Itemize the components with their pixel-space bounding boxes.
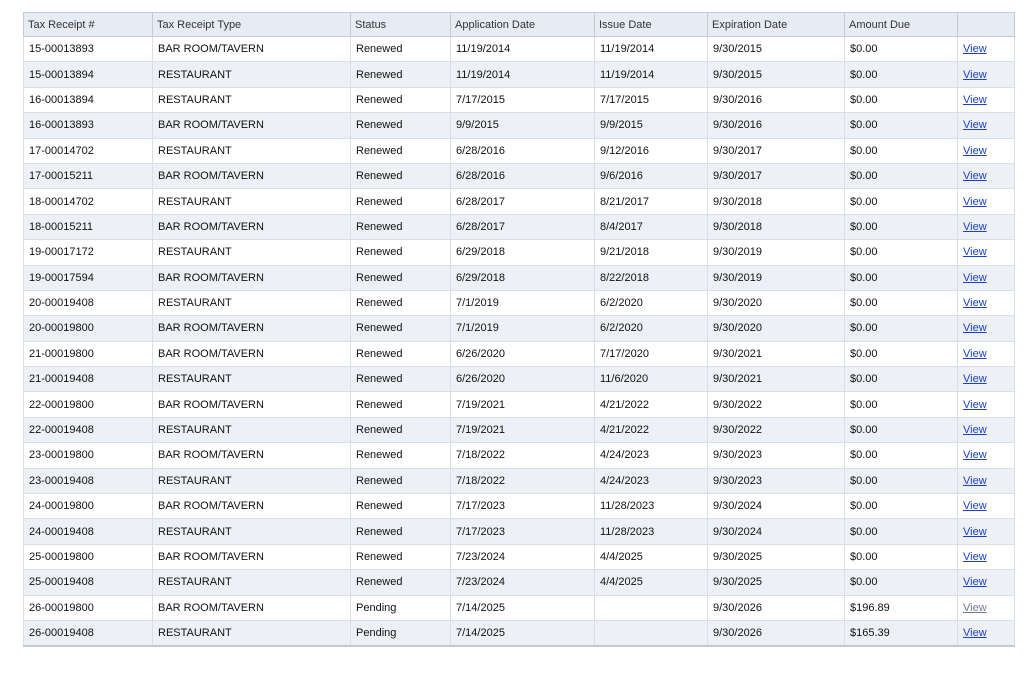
tax-receipts-table	[23, 12, 1015, 647]
receipt-number-cell: 18-00015211	[24, 214, 153, 239]
column-header-receipt-type[interactable]: Tax Receipt Type	[153, 13, 351, 37]
receipt-type-cell: BAR ROOM/TAVERN	[153, 316, 351, 341]
application-date-cell: 6/26/2020	[451, 341, 595, 366]
issue-date-cell	[595, 620, 708, 645]
view-link[interactable]: View	[963, 246, 987, 259]
view-link-cell	[958, 620, 1015, 645]
column-header-status[interactable]: Status	[351, 13, 451, 37]
expiration-date-cell: 9/30/2026	[708, 620, 845, 645]
amount-due-cell: $0.00	[845, 417, 958, 442]
application-date-cell: 7/17/2015	[451, 87, 595, 112]
receipt-number-cell: 26-00019408	[24, 620, 153, 645]
view-link-cell	[958, 163, 1015, 188]
expiration-date-cell: 9/30/2015	[708, 37, 845, 62]
expiration-date-cell: 9/30/2017	[708, 163, 845, 188]
view-link-cell	[958, 87, 1015, 112]
view-link[interactable]: View	[963, 220, 987, 233]
table-row	[24, 214, 1015, 239]
table-row	[24, 443, 1015, 468]
status-cell: Renewed	[351, 544, 451, 569]
table-row	[24, 87, 1015, 112]
view-link[interactable]: View	[963, 449, 987, 462]
issue-date-cell: 9/21/2018	[595, 240, 708, 265]
application-date-cell: 6/29/2018	[451, 265, 595, 290]
table-row	[24, 316, 1015, 341]
table-header-row	[24, 13, 1015, 37]
expiration-date-cell: 9/30/2018	[708, 189, 845, 214]
receipt-type-cell: BAR ROOM/TAVERN	[153, 265, 351, 290]
table-row	[24, 367, 1015, 392]
receipt-type-cell: RESTAURANT	[153, 290, 351, 315]
receipt-type-cell: RESTAURANT	[153, 189, 351, 214]
column-header-amount-due[interactable]: Amount Due	[845, 13, 958, 37]
receipt-type-cell: BAR ROOM/TAVERN	[153, 392, 351, 417]
table-row	[24, 290, 1015, 315]
table-row	[24, 570, 1015, 595]
view-link-cell	[958, 341, 1015, 366]
table-body	[24, 37, 1015, 646]
amount-due-cell: $0.00	[845, 392, 958, 417]
column-header-receipt-number[interactable]: Tax Receipt #	[24, 13, 153, 37]
receipt-type-cell: BAR ROOM/TAVERN	[153, 214, 351, 239]
application-date-cell: 7/17/2023	[451, 519, 595, 544]
amount-due-cell: $0.00	[845, 189, 958, 214]
receipt-number-cell: 22-00019800	[24, 392, 153, 417]
issue-date-cell: 6/2/2020	[595, 316, 708, 341]
view-link[interactable]: View	[963, 576, 987, 589]
amount-due-cell: $0.00	[845, 240, 958, 265]
table-row	[24, 113, 1015, 138]
view-link[interactable]: View	[963, 474, 987, 487]
receipt-number-cell: 22-00019408	[24, 417, 153, 442]
view-link[interactable]: View	[963, 271, 987, 284]
column-header-expiration-date[interactable]: Expiration Date	[708, 13, 845, 37]
view-link[interactable]: View	[963, 93, 987, 106]
application-date-cell: 6/29/2018	[451, 240, 595, 265]
issue-date-cell: 9/6/2016	[595, 163, 708, 188]
view-link-cell	[958, 113, 1015, 138]
issue-date-cell: 4/24/2023	[595, 443, 708, 468]
amount-due-cell: $0.00	[845, 37, 958, 62]
amount-due-cell: $0.00	[845, 443, 958, 468]
view-link-cell	[958, 544, 1015, 569]
receipt-type-cell: BAR ROOM/TAVERN	[153, 443, 351, 468]
receipt-type-cell: BAR ROOM/TAVERN	[153, 544, 351, 569]
application-date-cell: 6/28/2016	[451, 163, 595, 188]
amount-due-cell: $165.39	[845, 620, 958, 645]
table-row	[24, 62, 1015, 87]
status-cell: Renewed	[351, 87, 451, 112]
expiration-date-cell: 9/30/2026	[708, 595, 845, 620]
expiration-date-cell: 9/30/2023	[708, 443, 845, 468]
expiration-date-cell: 9/30/2025	[708, 544, 845, 569]
status-cell: Renewed	[351, 189, 451, 214]
application-date-cell: 7/14/2025	[451, 620, 595, 645]
amount-due-cell: $0.00	[845, 290, 958, 315]
view-link-cell	[958, 468, 1015, 493]
view-link-cell	[958, 417, 1015, 442]
receipt-number-cell: 24-00019408	[24, 519, 153, 544]
expiration-date-cell: 9/30/2022	[708, 417, 845, 442]
application-date-cell: 7/18/2022	[451, 443, 595, 468]
view-link[interactable]: View	[963, 551, 987, 563]
receipt-type-cell: BAR ROOM/TAVERN	[153, 37, 351, 62]
receipt-number-cell: 25-00019408	[24, 570, 153, 595]
receipt-type-cell: BAR ROOM/TAVERN	[153, 163, 351, 188]
receipt-type-cell: RESTAURANT	[153, 519, 351, 544]
view-link[interactable]: View	[963, 43, 987, 56]
receipt-type-cell: RESTAURANT	[153, 468, 351, 493]
view-link[interactable]: View	[963, 195, 987, 208]
receipt-number-cell: 16-00013894	[24, 87, 153, 112]
table-row	[24, 417, 1015, 442]
issue-date-cell: 4/21/2022	[595, 392, 708, 417]
status-cell: Renewed	[351, 519, 451, 544]
status-cell: Renewed	[351, 570, 451, 595]
receipt-number-cell: 24-00019800	[24, 494, 153, 519]
view-link-cell	[958, 494, 1015, 519]
status-cell: Renewed	[351, 37, 451, 62]
column-header-actions	[958, 13, 1015, 37]
issue-date-cell: 11/28/2023	[595, 494, 708, 519]
receipt-type-cell: BAR ROOM/TAVERN	[153, 341, 351, 366]
column-header-issue-date[interactable]: Issue Date	[595, 13, 708, 37]
application-date-cell: 7/14/2025	[451, 595, 595, 620]
receipt-number-cell: 26-00019800	[24, 595, 153, 620]
amount-due-cell: $0.00	[845, 113, 958, 138]
status-cell: Renewed	[351, 265, 451, 290]
receipt-type-cell: RESTAURANT	[153, 367, 351, 392]
amount-due-cell: $0.00	[845, 265, 958, 290]
table-row	[24, 138, 1015, 163]
receipt-number-cell: 20-00019408	[24, 290, 153, 315]
expiration-date-cell: 9/30/2022	[708, 392, 845, 417]
application-date-cell: 6/26/2020	[451, 367, 595, 392]
expiration-date-cell: 9/30/2020	[708, 316, 845, 341]
expiration-date-cell: 9/30/2019	[708, 265, 845, 290]
status-cell: Renewed	[351, 367, 451, 392]
issue-date-cell: 4/4/2025	[595, 570, 708, 595]
receipt-number-cell: 15-00013894	[24, 62, 153, 87]
table-row	[24, 544, 1015, 569]
application-date-cell: 7/1/2019	[451, 316, 595, 341]
amount-due-cell: $0.00	[845, 316, 958, 341]
amount-due-cell: $0.00	[845, 367, 958, 392]
view-link[interactable]: View	[963, 170, 987, 183]
expiration-date-cell: 9/30/2017	[708, 138, 845, 163]
application-date-cell: 7/1/2019	[451, 290, 595, 315]
issue-date-cell: 11/6/2020	[595, 367, 708, 392]
view-link-cell	[958, 443, 1015, 468]
receipt-number-cell: 19-00017172	[24, 240, 153, 265]
issue-date-cell: 11/19/2014	[595, 37, 708, 62]
view-link[interactable]: View	[963, 144, 987, 157]
amount-due-cell: $196.89	[845, 595, 958, 620]
view-link[interactable]: View	[963, 119, 987, 132]
view-link[interactable]: View	[963, 68, 987, 81]
view-link-cell	[958, 62, 1015, 87]
issue-date-cell: 9/9/2015	[595, 113, 708, 138]
amount-due-cell: $0.00	[845, 87, 958, 112]
view-link[interactable]: View	[963, 601, 987, 614]
amount-due-cell: $0.00	[845, 341, 958, 366]
view-link-cell	[958, 290, 1015, 315]
view-link-cell	[958, 37, 1015, 62]
tax-receipts-panel	[23, 12, 1014, 647]
application-date-cell: 9/9/2015	[451, 113, 595, 138]
application-date-cell: 6/28/2017	[451, 189, 595, 214]
table-row	[24, 341, 1015, 366]
view-link[interactable]: View	[963, 398, 987, 411]
table-row	[24, 392, 1015, 417]
receipt-number-cell: 23-00019800	[24, 443, 153, 468]
issue-date-cell: 8/4/2017	[595, 214, 708, 239]
table-row	[24, 519, 1015, 544]
expiration-date-cell: 9/30/2020	[708, 290, 845, 315]
issue-date-cell: 9/12/2016	[595, 138, 708, 163]
issue-date-cell: 11/28/2023	[595, 519, 708, 544]
application-date-cell: 6/28/2016	[451, 138, 595, 163]
amount-due-cell: $0.00	[845, 62, 958, 87]
table-row	[24, 240, 1015, 265]
receipt-type-cell: RESTAURANT	[153, 417, 351, 442]
view-link-cell	[958, 367, 1015, 392]
view-link[interactable]: View	[963, 500, 987, 513]
receipt-number-cell: 23-00019408	[24, 468, 153, 493]
view-link-cell	[958, 316, 1015, 341]
status-cell: Renewed	[351, 316, 451, 341]
issue-date-cell: 4/21/2022	[595, 417, 708, 442]
table-row	[24, 189, 1015, 214]
table-row	[24, 595, 1015, 620]
view-link-cell	[958, 189, 1015, 214]
application-date-cell: 7/18/2022	[451, 468, 595, 493]
status-cell: Renewed	[351, 417, 451, 442]
table-row	[24, 620, 1015, 645]
expiration-date-cell: 9/30/2024	[708, 519, 845, 544]
column-header-application-date[interactable]: Application Date	[451, 13, 595, 37]
issue-date-cell: 8/21/2017	[595, 189, 708, 214]
status-cell: Renewed	[351, 240, 451, 265]
issue-date-cell: 7/17/2015	[595, 87, 708, 112]
receipt-number-cell: 18-00014702	[24, 189, 153, 214]
view-link[interactable]: View	[963, 525, 987, 538]
view-link[interactable]: View	[963, 347, 987, 360]
receipt-type-cell: BAR ROOM/TAVERN	[153, 494, 351, 519]
issue-date-cell: 7/17/2020	[595, 341, 708, 366]
view-link[interactable]: View	[963, 297, 987, 310]
status-cell: Pending	[351, 595, 451, 620]
status-cell: Renewed	[351, 138, 451, 163]
receipt-number-cell: 19-00017594	[24, 265, 153, 290]
amount-due-cell: $0.00	[845, 570, 958, 595]
receipt-number-cell: 21-00019800	[24, 341, 153, 366]
amount-due-cell: $0.00	[845, 468, 958, 493]
view-link-cell	[958, 570, 1015, 595]
expiration-date-cell: 9/30/2015	[708, 62, 845, 87]
table-row	[24, 265, 1015, 290]
amount-due-cell: $0.00	[845, 494, 958, 519]
receipt-type-cell: RESTAURANT	[153, 620, 351, 645]
receipt-type-cell: RESTAURANT	[153, 87, 351, 112]
view-link[interactable]: View	[963, 322, 987, 335]
issue-date-cell	[595, 595, 708, 620]
expiration-date-cell: 9/30/2019	[708, 240, 845, 265]
expiration-date-cell: 9/30/2021	[708, 341, 845, 366]
expiration-date-cell: 9/30/2024	[708, 494, 845, 519]
issue-date-cell: 4/4/2025	[595, 544, 708, 569]
expiration-date-cell: 9/30/2021	[708, 367, 845, 392]
table-row	[24, 163, 1015, 188]
view-link-cell	[958, 519, 1015, 544]
application-date-cell: 11/19/2014	[451, 37, 595, 62]
status-cell: Renewed	[351, 113, 451, 138]
view-link-cell	[958, 265, 1015, 290]
receipt-number-cell: 25-00019800	[24, 544, 153, 569]
receipt-type-cell: BAR ROOM/TAVERN	[153, 595, 351, 620]
application-date-cell: 6/28/2017	[451, 214, 595, 239]
view-link[interactable]: View	[963, 626, 987, 639]
status-cell: Renewed	[351, 443, 451, 468]
receipt-number-cell: 16-00013893	[24, 113, 153, 138]
view-link-cell	[958, 138, 1015, 163]
status-cell: Pending	[351, 620, 451, 645]
receipt-number-cell: 17-00015211	[24, 163, 153, 188]
amount-due-cell: $0.00	[845, 163, 958, 188]
application-date-cell: 11/19/2014	[451, 62, 595, 87]
application-date-cell: 7/17/2023	[451, 494, 595, 519]
issue-date-cell: 4/24/2023	[595, 468, 708, 493]
issue-date-cell: 8/22/2018	[595, 265, 708, 290]
issue-date-cell: 11/19/2014	[595, 62, 708, 87]
table-row	[24, 37, 1015, 62]
status-cell: Renewed	[351, 214, 451, 239]
receipt-number-cell: 21-00019408	[24, 367, 153, 392]
view-link-cell	[958, 214, 1015, 239]
receipt-type-cell: RESTAURANT	[153, 62, 351, 87]
receipt-number-cell: 15-00013893	[24, 37, 153, 62]
status-cell: Renewed	[351, 163, 451, 188]
application-date-cell: 7/19/2021	[451, 417, 595, 442]
receipt-number-cell: 17-00014702	[24, 138, 153, 163]
application-date-cell: 7/23/2024	[451, 544, 595, 569]
amount-due-cell: $0.00	[845, 544, 958, 569]
expiration-date-cell: 9/30/2016	[708, 87, 845, 112]
amount-due-cell: $0.00	[845, 519, 958, 544]
status-cell: Renewed	[351, 392, 451, 417]
view-link[interactable]: View	[963, 424, 987, 437]
view-link-cell	[958, 392, 1015, 417]
status-cell: Renewed	[351, 494, 451, 519]
view-link-cell	[958, 240, 1015, 265]
application-date-cell: 7/23/2024	[451, 570, 595, 595]
amount-due-cell: $0.00	[845, 214, 958, 239]
table-row	[24, 468, 1015, 493]
view-link-cell	[958, 595, 1015, 620]
receipt-type-cell: RESTAURANT	[153, 570, 351, 595]
application-date-cell: 7/19/2021	[451, 392, 595, 417]
expiration-date-cell: 9/30/2025	[708, 570, 845, 595]
receipt-number-cell: 20-00019800	[24, 316, 153, 341]
view-link[interactable]: View	[963, 373, 987, 386]
receipt-type-cell: RESTAURANT	[153, 138, 351, 163]
expiration-date-cell: 9/30/2018	[708, 214, 845, 239]
issue-date-cell: 6/2/2020	[595, 290, 708, 315]
table-row	[24, 494, 1015, 519]
receipt-type-cell: BAR ROOM/TAVERN	[153, 113, 351, 138]
status-cell: Renewed	[351, 290, 451, 315]
expiration-date-cell: 9/30/2016	[708, 113, 845, 138]
amount-due-cell: $0.00	[845, 138, 958, 163]
status-cell: Renewed	[351, 62, 451, 87]
status-cell: Renewed	[351, 468, 451, 493]
status-cell: Renewed	[351, 341, 451, 366]
receipt-type-cell: RESTAURANT	[153, 240, 351, 265]
expiration-date-cell: 9/30/2023	[708, 468, 845, 493]
